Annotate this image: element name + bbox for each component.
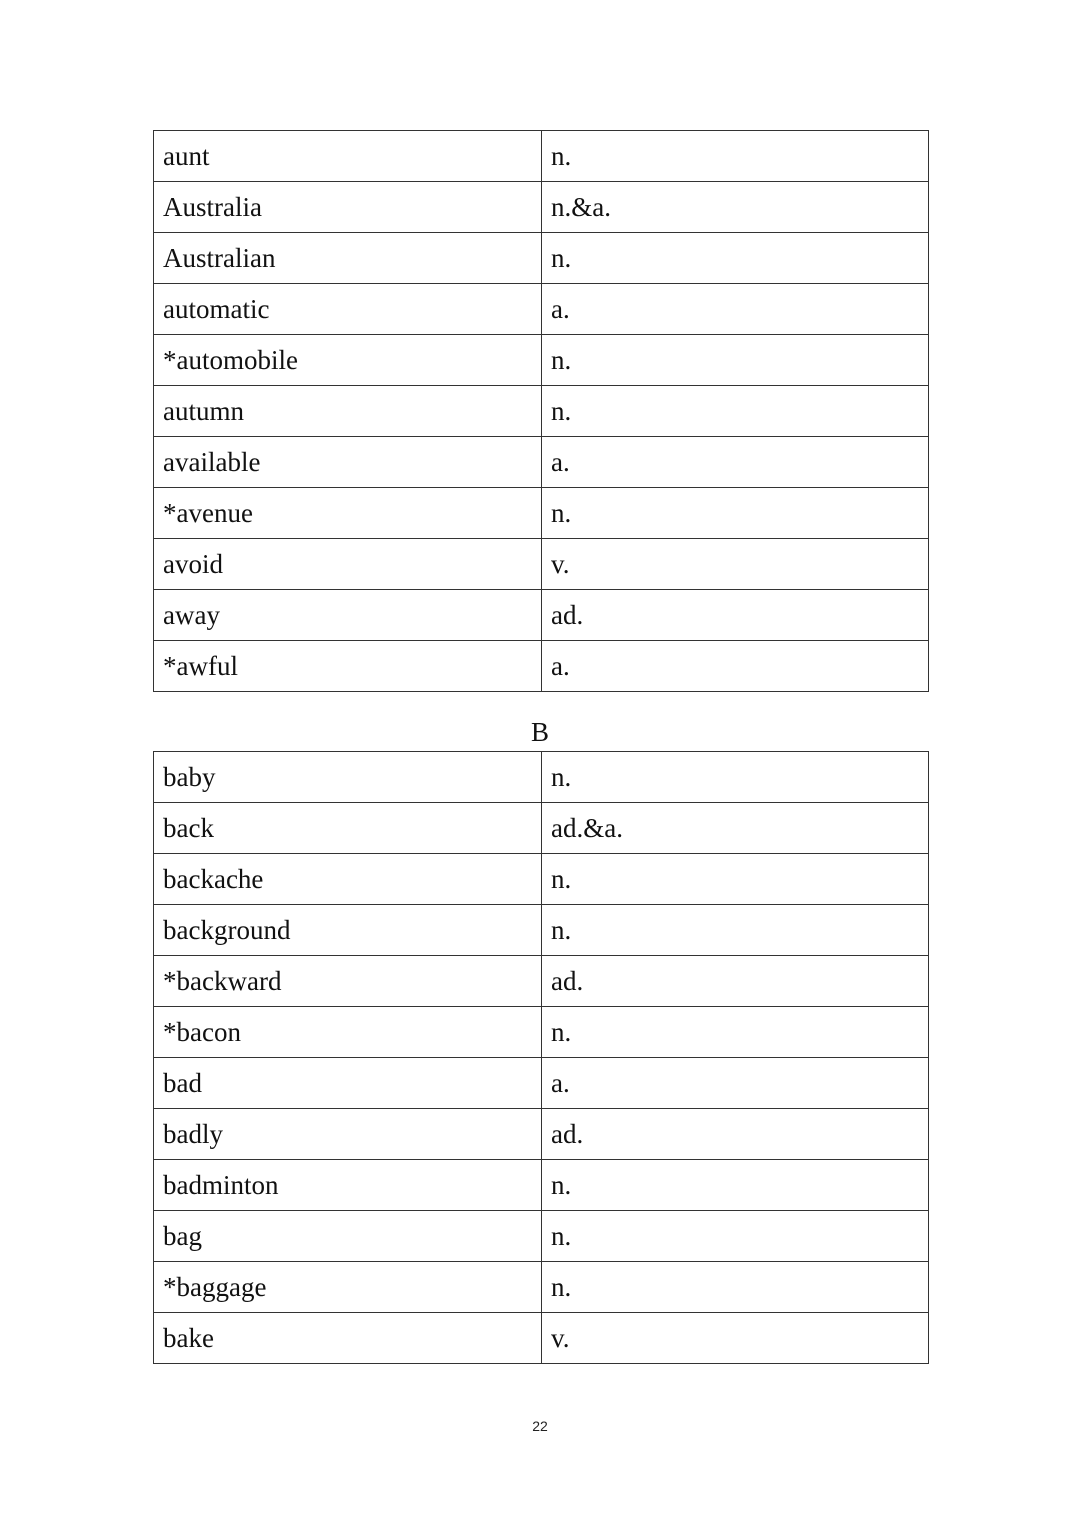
table-row: [154, 1109, 929, 1160]
table-row: [154, 1007, 929, 1058]
table-row: [154, 284, 929, 335]
table-row: [154, 1211, 929, 1262]
part-of-speech-cell: n.: [542, 131, 929, 182]
part-of-speech-cell: n.&a.: [542, 182, 929, 233]
word-cell: available: [154, 437, 542, 488]
word-cell: badminton: [154, 1160, 542, 1211]
word-cell: *baggage: [154, 1262, 542, 1313]
part-of-speech-cell: n.: [542, 1160, 929, 1211]
table-row: [154, 437, 929, 488]
word-cell: *avenue: [154, 488, 542, 539]
part-of-speech-cell: a.: [542, 1058, 929, 1109]
table-row: [154, 1160, 929, 1211]
part-of-speech-cell: v.: [542, 1313, 929, 1364]
part-of-speech-cell: a.: [542, 284, 929, 335]
word-cell: *backward: [154, 956, 542, 1007]
part-of-speech-cell: ad.&a.: [542, 803, 929, 854]
table-row: [154, 956, 929, 1007]
word-cell: automatic: [154, 284, 542, 335]
table-row: [154, 233, 929, 284]
word-cell: Australian: [154, 233, 542, 284]
table-row: [154, 905, 929, 956]
table-row: [154, 752, 929, 803]
table-row: [154, 641, 929, 692]
vocab-table-b-body: [154, 752, 929, 1364]
vocab-table-a: [153, 130, 929, 692]
part-of-speech-cell: ad.: [542, 1109, 929, 1160]
table-row: [154, 590, 929, 641]
part-of-speech-cell: n.: [542, 752, 929, 803]
part-of-speech-cell: v.: [542, 539, 929, 590]
part-of-speech-cell: n.: [542, 854, 929, 905]
part-of-speech-cell: a.: [542, 437, 929, 488]
part-of-speech-cell: n.: [542, 233, 929, 284]
word-cell: aunt: [154, 131, 542, 182]
word-cell: back: [154, 803, 542, 854]
word-cell: backache: [154, 854, 542, 905]
part-of-speech-cell: ad.: [542, 956, 929, 1007]
word-cell: bad: [154, 1058, 542, 1109]
table-row: [154, 131, 929, 182]
part-of-speech-cell: a.: [542, 641, 929, 692]
part-of-speech-cell: n.: [542, 335, 929, 386]
section-heading-b: B: [530, 717, 549, 747]
table-row: [154, 182, 929, 233]
word-cell: autumn: [154, 386, 542, 437]
table-row: [154, 854, 929, 905]
word-cell: *automobile: [154, 335, 542, 386]
part-of-speech-cell: n.: [542, 1211, 929, 1262]
word-cell: away: [154, 590, 542, 641]
part-of-speech-cell: n.: [542, 1262, 929, 1313]
vocab-table-a-body: [154, 131, 929, 692]
table-row: [154, 335, 929, 386]
table-row: [154, 539, 929, 590]
part-of-speech-cell: ad.: [542, 590, 929, 641]
word-cell: *bacon: [154, 1007, 542, 1058]
table-row: [154, 488, 929, 539]
word-cell: bake: [154, 1313, 542, 1364]
word-cell: avoid: [154, 539, 542, 590]
page-number: 22: [532, 1418, 548, 1434]
word-cell: Australia: [154, 182, 542, 233]
vocab-table-b: [153, 751, 929, 1364]
part-of-speech-cell: n.: [542, 488, 929, 539]
word-cell: background: [154, 905, 542, 956]
table-row: [154, 1058, 929, 1109]
word-cell: badly: [154, 1109, 542, 1160]
table-row: [154, 1313, 929, 1364]
word-cell: bag: [154, 1211, 542, 1262]
table-row: [154, 803, 929, 854]
table-row: [154, 1262, 929, 1313]
part-of-speech-cell: n.: [542, 386, 929, 437]
part-of-speech-cell: n.: [542, 905, 929, 956]
word-cell: *awful: [154, 641, 542, 692]
part-of-speech-cell: n.: [542, 1007, 929, 1058]
table-row: [154, 386, 929, 437]
word-cell: baby: [154, 752, 542, 803]
